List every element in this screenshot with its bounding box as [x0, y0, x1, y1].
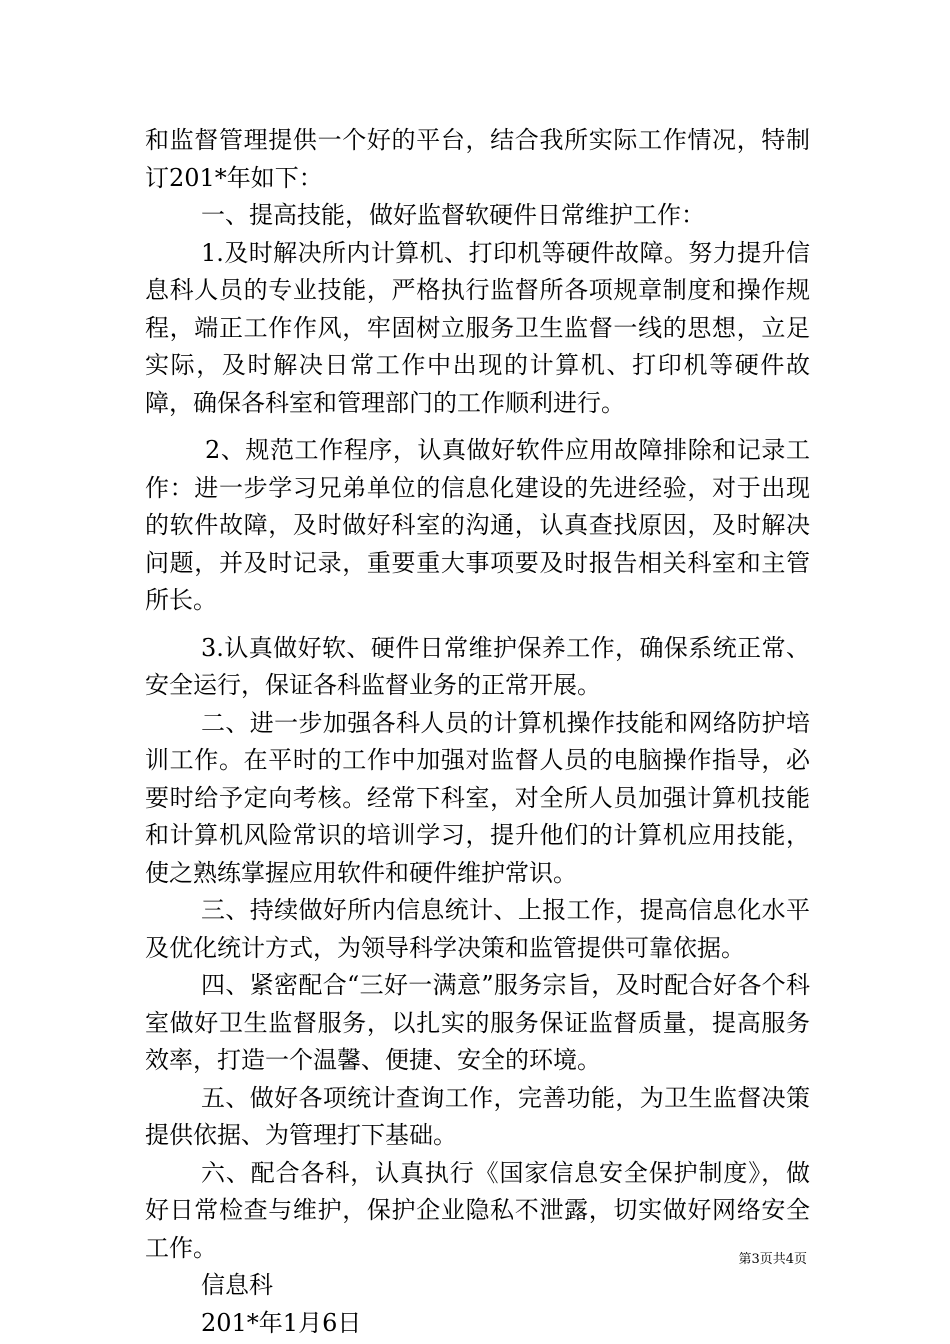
paragraph-section-4: 四、紧密配合“三好一满意”服务宗旨，及时配合好各个科室做好卫生监督服务，以扎实的服务保证监督质量，提高服务效率，打造一个温馨、便捷、安全的环境。: [145, 971, 810, 1074]
paragraph-section-3: 三、持续做好所内信息统计、上报工作，提高信息化水平及优化统计方式，为领导科学决策和监管提供可靠依据。: [145, 896, 810, 962]
page-indicator: 第3页共4页: [738, 1252, 807, 1267]
paragraph-item-2: 2、规范工作程序，认真做好软件应用故障排除和记录工作：进一步学习兄弟单位的信息化建设的先进经验，对于出现的软件故障，及时做好科室的沟通，认真查找原因，及时解决问题，并及时记录，重要重大事项要及时报告相关科室和主管所长。: [145, 436, 810, 614]
paragraph-section-5: 五、做好各项统计查询工作，完善功能，为卫生监督决策提供依据、为管理打下基础。: [145, 1083, 810, 1149]
paragraph-section-2: 二、进一步加强各科人员的计算机操作技能和网络防护培训工作。在平时的工作中加强对监督人员的电脑操作指导，必要时给予定向考核。经常下科室，对全所人员加强计算机技能和计算机风险常识的培训学习，提升他们的计算机应用技能，使之熟练掌握应用软件和硬件维护常识。: [145, 708, 810, 887]
paragraph-section-6: 六、配合各科，认真执行《国家信息安全保护制度》，做好日常检查与维护，保护企业隐私不泄露，切实做好网络安全工作。: [145, 1158, 810, 1262]
paragraph-item-1: 1.及时解决所内计算机、打印机等硬件故障。努力提升信息科人员的专业技能，严格执行监督所各项规章制度和操作规程，端正工作作风，牢固树立服务卫生监督一线的思想，立足实际，及时解决日常工作中出现的计算机、打印机等硬件故障，确保各科室和管理部门的工作顺利进行。: [145, 238, 810, 417]
paragraph-section-1-heading: 一、提高技能，做好监督软硬件日常维护工作：: [201, 201, 705, 229]
signature-date: 201*年1月6日: [201, 1308, 362, 1337]
document-body: [145, 122, 810, 1342]
signature-department: 信息科: [201, 1271, 273, 1299]
paragraph-item-3: 3.认真做好软、硬件日常维护保养工作，确保系统正常、安全运行，保证各科监督业务的正常开展。: [145, 633, 810, 699]
paragraph-intro-continued: 和监督管理提供一个好的平台，结合我所实际工作情况，特制订201*年如下：: [145, 126, 810, 192]
